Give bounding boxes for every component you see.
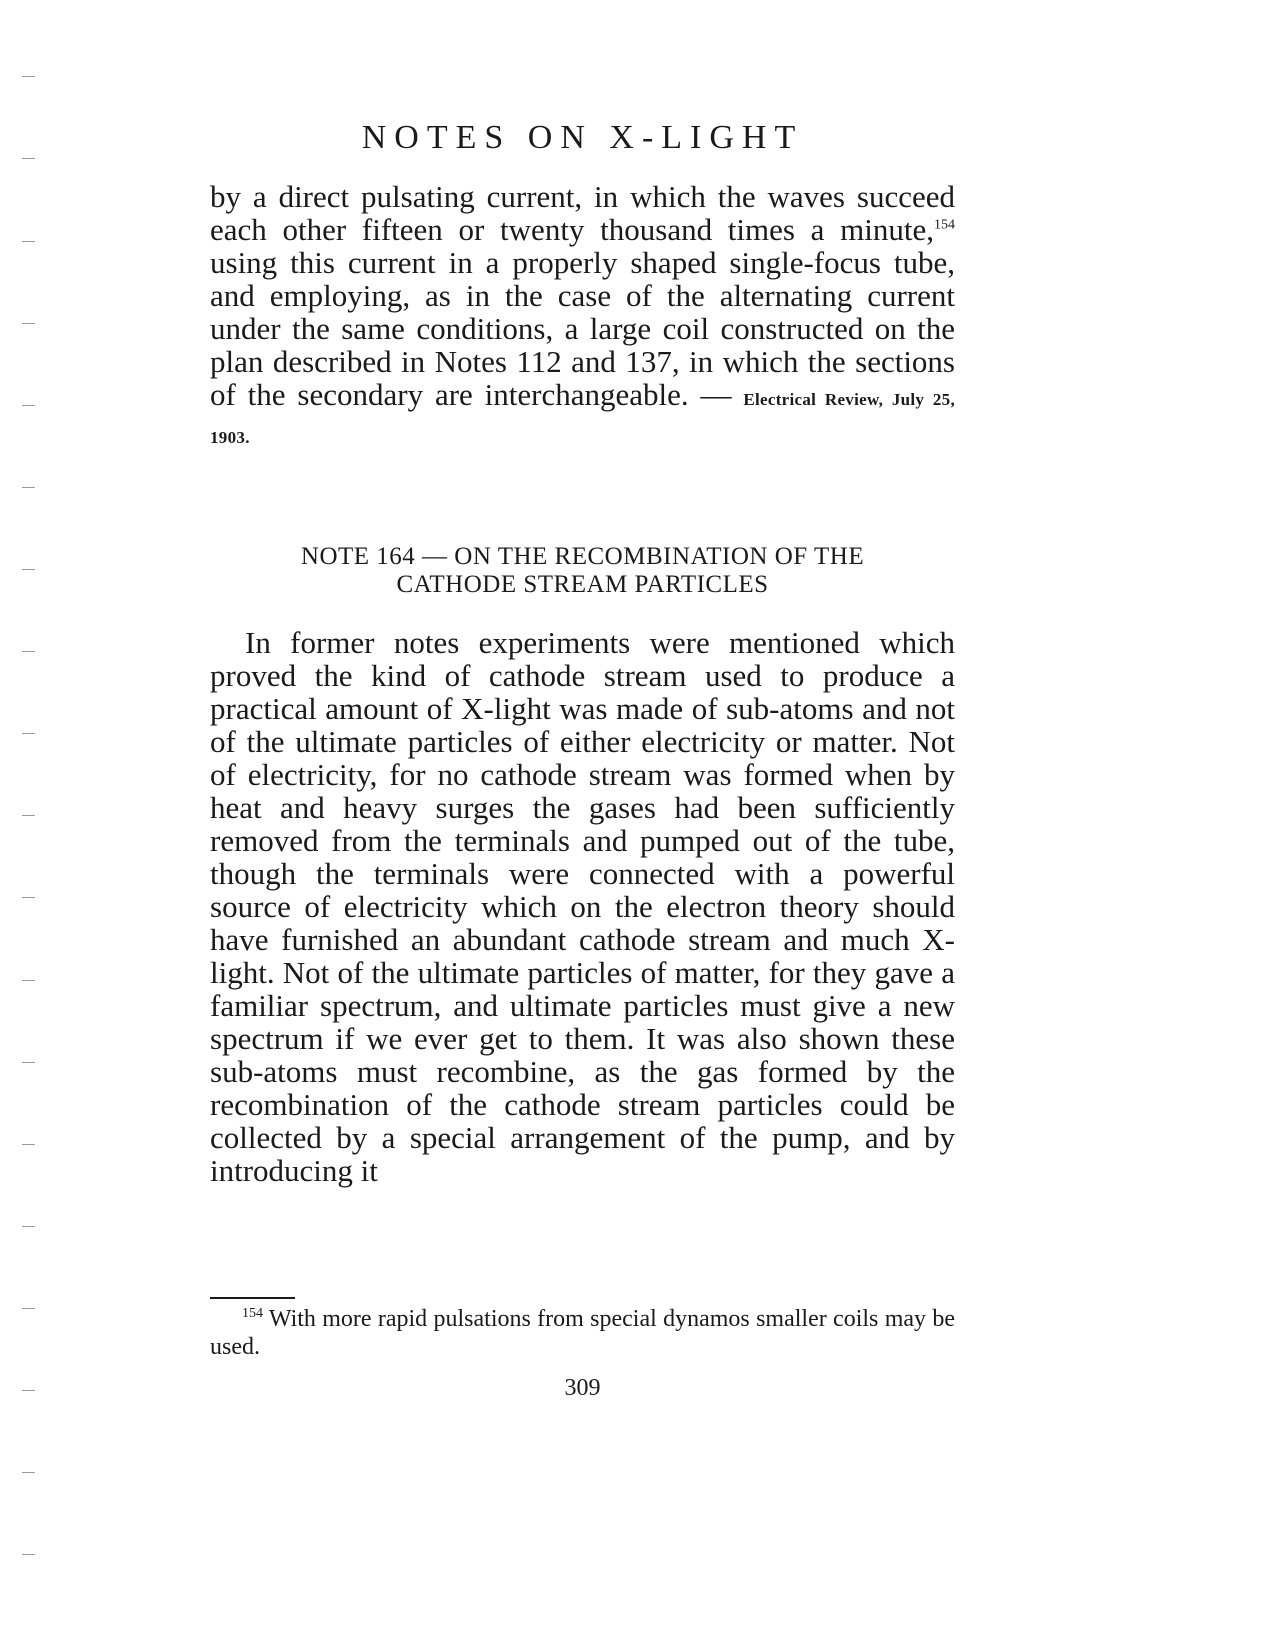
margin-tick	[22, 1472, 35, 1473]
margin-tick	[22, 1308, 35, 1309]
note-heading	[210, 543, 955, 599]
footnote-mark: 154	[242, 1306, 263, 1321]
margin-tick	[22, 1144, 35, 1145]
margin-tick	[22, 158, 35, 159]
margin-tick	[22, 1554, 35, 1555]
paragraph-text: by a direct pulsating current, in which the waves succeed each other fifteen or twenty thousand times a minute,	[210, 179, 955, 247]
page-number: 309	[564, 1375, 601, 1401]
footnote-reference: 154	[934, 217, 955, 233]
running-head: NOTES ON X-LIGHT	[361, 119, 804, 156]
footnote-text: With more rapid pulsations from special dynamos smaller coils may be used.	[210, 1306, 955, 1360]
note-paragraph: In former notes experiments were mentioned which proved the kind of cathode stream used to produce a practical amount of X-light was made of sub-atoms and not of the ultimate particles of either electricity or matter. Not of electricity, for no cathode stream was formed when by heat and heavy surges the gases had been sufficiently removed from the terminals and pumped out of the tube, though the terminals were connected with a powerful source of electricity which on the electron theory should have furnished an abundant cathode stream and much X-light. Not of the ultimate particles of matter, for they gave a familiar spectrum, and ultimate particles must give a new spectrum if we ever get to them. It was also shown these sub-atoms must recombine, as the gas formed by the recombination of the cathode stream particles could be collected by a special arrangement of the pump, and by introducing it	[210, 625, 955, 1188]
margin-tick	[22, 1226, 35, 1227]
margin-tick	[22, 76, 35, 77]
margin-tick	[22, 569, 35, 570]
paragraph-text: using this current in a properly shaped single-focus tube, and employing, as in the case of the alternating current under the same conditions, a large coil constructed on the plan described in Notes 112 and 137, in which the sections of the secondary are interchangeable. —	[210, 245, 955, 412]
margin-tick	[22, 241, 35, 242]
source-citation: Electrical Review, July 25, 1903.	[210, 390, 956, 447]
footnote-divider	[210, 1297, 295, 1299]
margin-tick	[22, 980, 35, 981]
paragraph-continued	[210, 180, 955, 454]
margin-ticks	[0, 0, 60, 1643]
margin-tick	[22, 897, 35, 898]
margin-tick	[22, 651, 35, 652]
footnote	[210, 1305, 955, 1361]
margin-tick	[22, 815, 35, 816]
margin-tick	[22, 1390, 35, 1391]
margin-tick	[22, 405, 35, 406]
margin-tick	[22, 323, 35, 324]
margin-tick	[22, 733, 35, 734]
note-heading-line-1: NOTE 164 — ON THE RECOMBINATION OF THE	[300, 543, 865, 570]
note-heading-line-2: CATHODE STREAM PARTICLES	[396, 571, 769, 598]
margin-tick	[22, 1062, 35, 1063]
margin-tick	[22, 487, 35, 488]
